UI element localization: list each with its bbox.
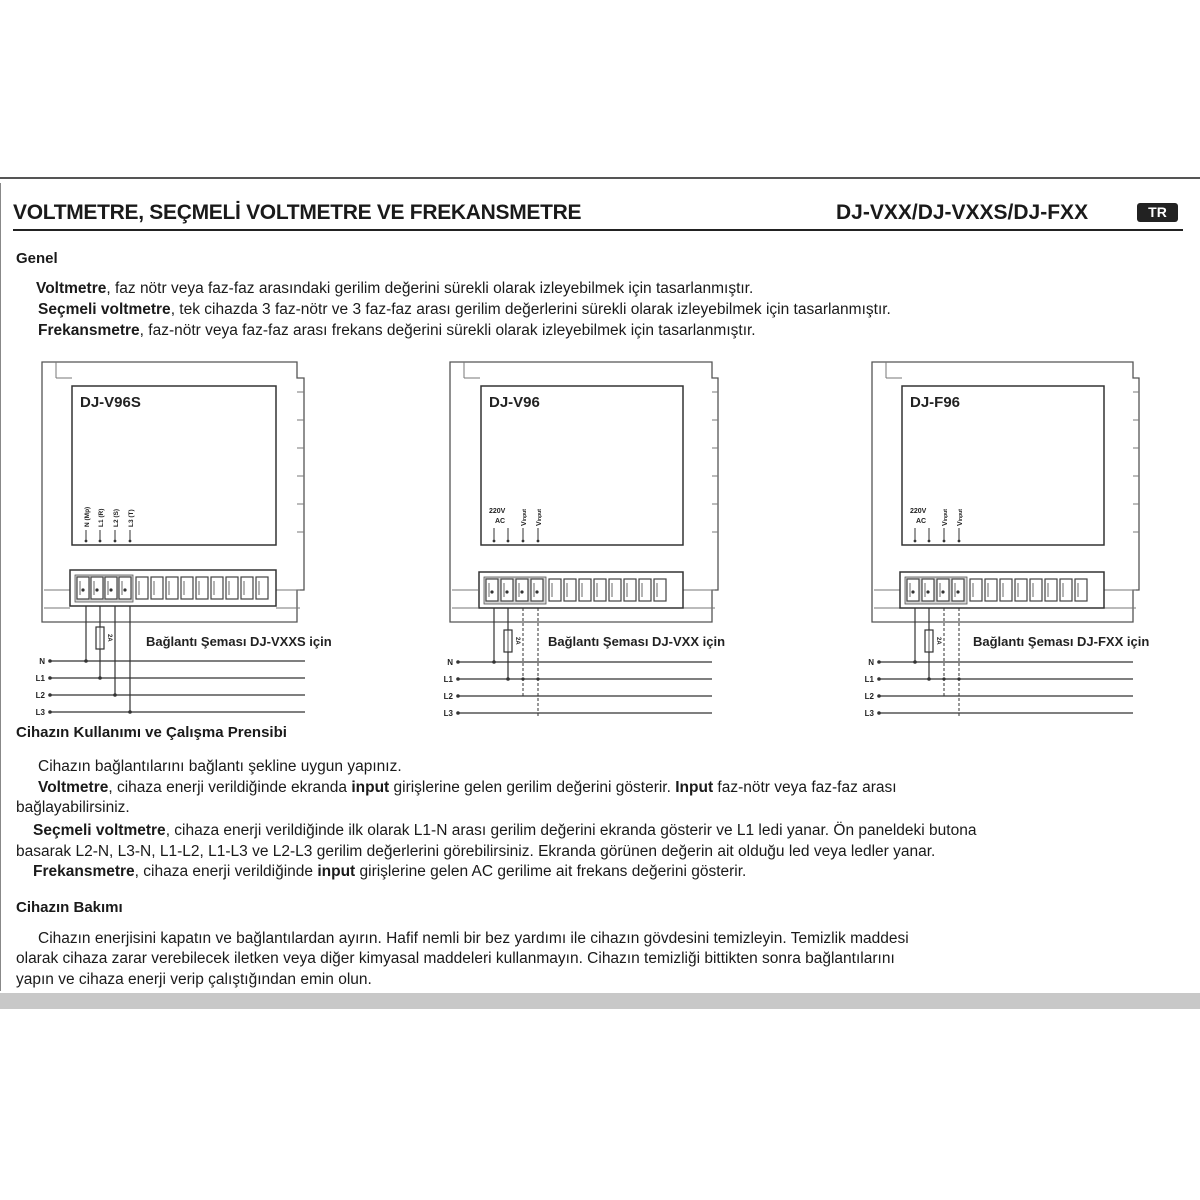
line-label-l3: L3 <box>443 709 453 718</box>
text: , cihaza enerji verildiğinde ekranda <box>108 779 352 796</box>
term: Seçmeli voltmetre <box>33 822 166 839</box>
supply-label: 220V <box>910 508 927 515</box>
term: Seçmeli voltmetre <box>38 301 171 318</box>
line-label-l1: L1 <box>35 674 45 683</box>
line-label-l3: L3 <box>864 709 874 718</box>
line-label-l1: L1 <box>443 675 453 684</box>
model-label-dj-v96s: DJ-V96S <box>80 394 141 411</box>
supply-label-ac: AC <box>495 518 506 525</box>
term-input: input <box>351 779 390 796</box>
usage-p1: Cihazın bağlantılarını bağlantı şekline uygun yapınız. <box>38 758 402 775</box>
term-input: Input <box>675 779 714 796</box>
page-title: VOLTMETRE, SEÇMELİ VOLTMETRE VE FREKANSMETRE <box>13 201 582 224</box>
model-codes: DJ-VXX/DJ-VXXS/DJ-FXX <box>836 201 1089 224</box>
terminal-label-l3: L3 (T) <box>128 509 135 527</box>
supply-label: 220V <box>489 508 506 515</box>
text: faz-nötr veya faz-faz arası <box>713 779 897 796</box>
term: Frekansmetre <box>33 863 135 880</box>
input-label-1: Vinput <box>521 509 528 526</box>
diagram-dj-v96s <box>42 362 305 714</box>
fuse-label: 2A <box>106 634 112 642</box>
text: , cihaza enerji verildiğinde <box>134 863 318 880</box>
diagram-dj-v96 <box>450 362 718 716</box>
line-label-n: N <box>447 658 453 667</box>
line-label-l2: L2 <box>443 692 453 701</box>
desc: , faz nötr veya faz-faz arasındaki gerilim değerini sürekli olarak izleyebilmek için tasarlanmıştır. <box>106 280 754 297</box>
section-heading-genel: Genel <box>16 250 58 267</box>
diagram-caption-fxx: Bağlantı Şeması DJ-FXX için <box>973 634 1150 649</box>
term: Voltmetre <box>36 280 107 297</box>
fuse-label: 2A <box>514 637 520 645</box>
line-label-n: N <box>39 657 45 666</box>
input-label-2: Vinput <box>957 509 964 526</box>
desc: , tek cihazda 3 faz-nötr ve 3 faz-faz arası gerilim değerlerini sürekli olarak izleyebilmek için tasarlanmıştır. <box>170 301 891 318</box>
input-label-2: Vinput <box>536 509 543 526</box>
section-heading-usage: Cihazın Kullanımı ve Çalışma Prensibi <box>16 724 287 741</box>
model-label-dj-f96: DJ-F96 <box>910 394 961 411</box>
footer-band <box>0 993 1200 1009</box>
diagram-caption-vxxs: Bağlantı Şeması DJ-VXXS için <box>146 634 332 649</box>
usage-p2 <box>38 778 897 798</box>
maintenance-line1: Cihazın enerjisini kapatın ve bağlantılardan ayırın. Hafif nemli bir bez yardımı ile cihazın gövdesini temizleyin. Temizlik maddesi <box>38 930 909 947</box>
model-label-dj-v96: DJ-V96 <box>489 394 540 411</box>
line-label-n: N <box>868 658 874 667</box>
usage-p4 <box>33 862 746 882</box>
usage-p3-cont: basarak L2-N, L3-N, L1-L2, L1-L3 ve L2-L3 gerilim değerlerini görebilirsiniz. Ekranda görünen değerin ait olduğu led veya ledler yanar. <box>16 843 936 860</box>
text: girişlerine gelen gerilim değerini gösterir. <box>389 779 676 796</box>
line-label-l1: L1 <box>864 675 874 684</box>
term-input: input <box>317 863 356 880</box>
text: girişlerine gelen AC gerilime ait frekans değerini gösterir. <box>355 863 747 880</box>
term: Frekansmetre <box>38 322 140 339</box>
input-label-1: Vinput <box>942 509 949 526</box>
terminal-label-n: N (Mp) <box>84 506 91 527</box>
line-label-l2: L2 <box>864 692 874 701</box>
text: , cihaza enerji verildiğinde ilk olarak L1-N arası gerilim değerini ekranda gösterir ve L1 ledi yanar. Ön paneldeki butona <box>165 822 977 839</box>
usage-p3 <box>33 821 976 841</box>
maintenance-line2: olarak cihaza zarar verebilecek iletken veya diğer kimyasal maddeleri kullanmayın. Cihazın temizliği bittikten sonra bağlantılarını <box>16 950 895 967</box>
desc: , faz-nötr veya faz-faz arası frekans değerini sürekli olarak izleyebilmek için tasarlanmıştır. <box>139 322 756 339</box>
diagram-caption-vxx: Bağlantı Şeması DJ-VXX için <box>548 634 726 649</box>
terminal-label-l2: L2 (S) <box>113 508 120 527</box>
usage-p2-cont: bağlayabilirsiniz. <box>16 799 130 816</box>
line-label-l2: L2 <box>35 691 45 700</box>
section-heading-maintenance: Cihazın Bakımı <box>16 899 123 916</box>
terminal-label-l1: L1 (R) <box>98 508 105 527</box>
diagram-dj-f96 <box>872 362 1139 716</box>
line-label-l3: L3 <box>35 708 45 717</box>
supply-label-ac: AC <box>916 518 927 525</box>
fuse-label: 2A <box>935 637 941 645</box>
term: Voltmetre <box>38 779 109 796</box>
language-badge: TR <box>1137 203 1178 222</box>
maintenance-line3: yapın ve cihaza enerji verip çalıştığından emin olun. <box>16 971 372 988</box>
